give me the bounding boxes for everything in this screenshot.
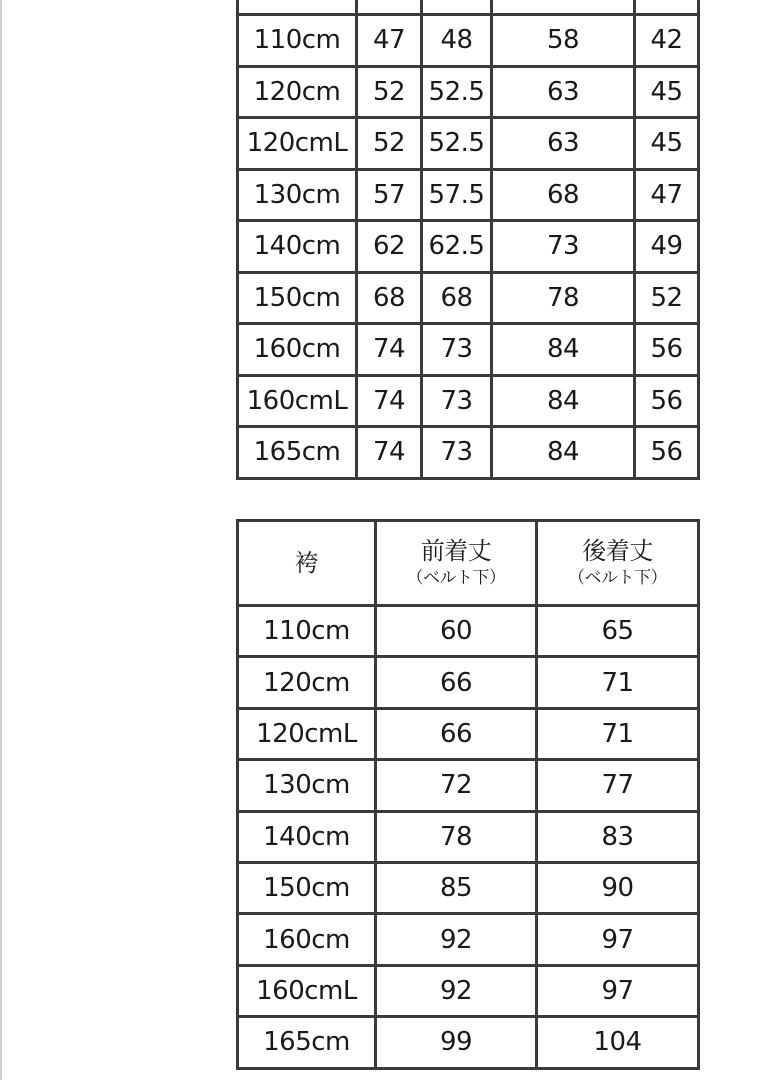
size-cell: 150cm (238, 272, 357, 324)
table-cell: 84 (492, 375, 635, 427)
table-cell: 68 (357, 272, 422, 324)
back-length-cell: 65 (537, 606, 699, 657)
size-cell: 110cm (238, 15, 357, 67)
table-cell: 78 (492, 272, 635, 324)
table-row (238, 324, 699, 376)
table-cell: 74 (357, 427, 422, 479)
size-cell: 160cm (238, 914, 376, 965)
front-length-cell: 60 (376, 606, 537, 657)
table-row (238, 760, 699, 811)
size-cell: 150cm (238, 862, 376, 913)
front-length-cell: 92 (376, 914, 537, 965)
size-cell: 110cm (238, 606, 376, 657)
size-cell: 130cm (238, 760, 376, 811)
table-row (238, 811, 699, 862)
back-length-cell: 104 (537, 1017, 699, 1068)
table-cell (238, 0, 357, 15)
table-cell: 47 (357, 15, 422, 67)
table-header-row (238, 521, 699, 606)
table-row (238, 272, 699, 324)
size-cell: 165cm (238, 427, 357, 479)
table-cell (422, 0, 492, 15)
table-cell: 84 (492, 324, 635, 376)
table-cell: 73 (422, 427, 492, 479)
front-length-cell: 99 (376, 1017, 537, 1068)
table-row (238, 1017, 699, 1068)
back-length-cell: 90 (537, 862, 699, 913)
table-cell (357, 0, 422, 15)
table-cell: 68 (492, 169, 635, 221)
front-length-cell: 78 (376, 811, 537, 862)
front-length-cell: 92 (376, 965, 537, 1016)
size-cell: 130cm (238, 169, 357, 221)
table-cell: 56 (635, 324, 699, 376)
front-length-cell: 66 (376, 708, 537, 759)
table-cell: 68 (422, 272, 492, 324)
table-cell: 57 (357, 169, 422, 221)
back-length-note: （ベルト下） (568, 568, 667, 589)
table-cell: 84 (492, 427, 635, 479)
size-cell: 160cmL (238, 965, 376, 1016)
table-cell: 47 (635, 169, 699, 221)
size-cell: 120cmL (238, 708, 376, 759)
back-length-cell: 71 (537, 708, 699, 759)
front-length-cell: 72 (376, 760, 537, 811)
size-cell: 140cm (238, 811, 376, 862)
table-cell: 52 (635, 272, 699, 324)
hakama-size-table (236, 519, 700, 1070)
table-cell: 56 (635, 427, 699, 479)
table-cell: 73 (422, 375, 492, 427)
size-cell: 160cm (238, 324, 357, 376)
table-cell: 52.5 (422, 66, 492, 118)
table-row (238, 965, 699, 1016)
back-length-cell: 83 (537, 811, 699, 862)
table-cell: 63 (492, 118, 635, 170)
front-length-cell: 85 (376, 862, 537, 913)
upper-size-table (236, 0, 700, 480)
table-cell: 73 (422, 324, 492, 376)
back-length-cell: 71 (537, 657, 699, 708)
hakama-header (238, 521, 376, 606)
front-length-header (376, 521, 537, 606)
table-cell: 62 (357, 221, 422, 273)
table-row (238, 221, 699, 273)
table-row (238, 708, 699, 759)
table-row (238, 118, 699, 170)
size-cell: 120cm (238, 66, 357, 118)
size-cell: 120cmL (238, 118, 357, 170)
table-cell (492, 0, 635, 15)
back-length-title: 後着丈 (582, 537, 653, 566)
table-cell: 63 (492, 66, 635, 118)
table-cell: 52 (357, 118, 422, 170)
page-left-edge (0, 0, 2, 1080)
table-row (238, 914, 699, 965)
front-length-note: （ベルト下） (406, 568, 506, 589)
table-cell: 57.5 (422, 169, 492, 221)
back-length-cell: 97 (537, 965, 699, 1016)
back-length-cell: 97 (537, 914, 699, 965)
table-cell (635, 0, 699, 15)
table-row (238, 66, 699, 118)
table-cell: 45 (635, 66, 699, 118)
table-row (238, 606, 699, 657)
table-cell: 52.5 (422, 118, 492, 170)
table-row (238, 375, 699, 427)
table-cell: 62.5 (422, 221, 492, 273)
size-cell: 120cm (238, 657, 376, 708)
back-length-header (537, 521, 699, 606)
front-length-cell: 66 (376, 657, 537, 708)
back-length-cell: 77 (537, 760, 699, 811)
table-row (238, 862, 699, 913)
table-cell: 74 (357, 375, 422, 427)
table-row (238, 15, 699, 67)
table-cell: 74 (357, 324, 422, 376)
table-cell: 48 (422, 15, 492, 67)
table-cell: 52 (357, 66, 422, 118)
front-length-title: 前着丈 (420, 537, 492, 566)
table-cell: 73 (492, 221, 635, 273)
table-row (238, 427, 699, 479)
table-cell: 45 (635, 118, 699, 170)
table-row (238, 169, 699, 221)
table-cell: 49 (635, 221, 699, 273)
table-cell: 56 (635, 375, 699, 427)
upper-table-cut-header-row (238, 0, 699, 15)
table-row (238, 657, 699, 708)
size-cell: 165cm (238, 1017, 376, 1068)
hakama-title: 袴 (294, 549, 319, 577)
size-cell: 140cm (238, 221, 357, 273)
table-cell: 42 (635, 15, 699, 67)
table-cell: 58 (492, 15, 635, 67)
size-cell: 160cmL (238, 375, 357, 427)
